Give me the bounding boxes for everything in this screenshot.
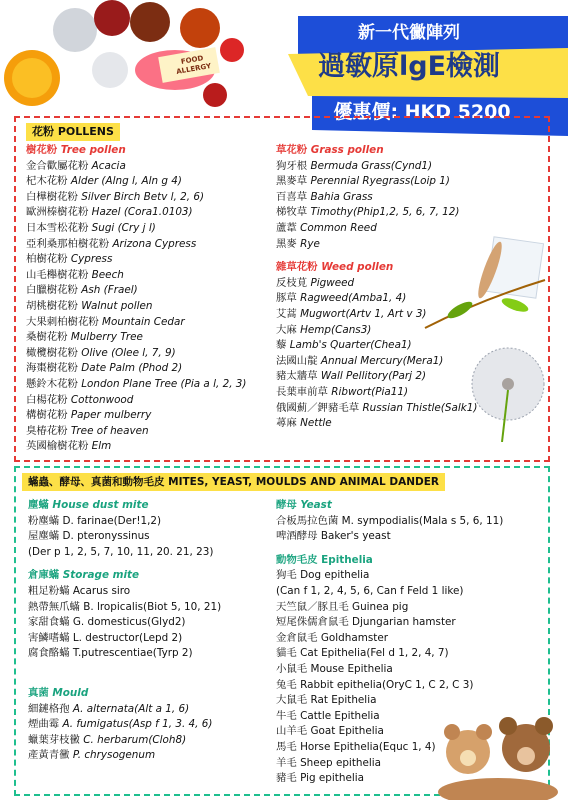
tree-pollen-item: 臭椿花粉 Tree of heaven: [26, 424, 149, 437]
epithelia-item: 豬毛 Pig epithelia: [276, 772, 364, 785]
epithelia-item: (Can f 1, 2, 4, 5, 6, Can f Feld 1 like): [276, 584, 464, 597]
storage-mite-item: 熱帶無爪蟎 B. lropicalis(Biot 5, 10, 21): [28, 600, 222, 613]
mould-item: 煙曲霉 A. fumigatus(Asp f 1, 3. 4, 6): [28, 718, 213, 731]
tree-pollen-item: 白樺樹花粉 Silver Birch Betv l, 2, 6): [26, 190, 205, 203]
teddy-bears-illustration: [438, 712, 568, 800]
tree-pollen-item: 懸鈴木花粉 London Plane Tree (Pia a l, 2, 3): [26, 377, 247, 390]
epithelia-item: 羊毛 Sheep epithelia: [276, 756, 382, 769]
weed-pollen-item: 反枝莧 Pigweed: [276, 276, 355, 289]
grass-pollen-item: 黑麥 Rye: [276, 237, 320, 250]
epithelia-item: 金倉鼠毛 Goldhamster: [276, 631, 388, 644]
storage-mite-item: 家甜食蟎 G. domesticus(Glyd2): [28, 616, 186, 629]
dust-mite-item: 粉塵蟎 D. farinae(Der!1,2): [28, 514, 162, 527]
yeast-heading: 酵母 Yeast: [276, 499, 332, 511]
grass-pollen-item: 蘆葦 Common Reed: [276, 221, 377, 234]
grass-pollen-heading: 草花粉 Grass pollen: [276, 144, 384, 156]
weed-pollen-item: 長葉車前草 Ribwort(Pia11): [276, 385, 409, 398]
header-subtitle: 新一代黴陣列: [358, 23, 460, 43]
tree-pollen-item: 桑樹花粉 Mulberry Tree: [26, 331, 143, 344]
weed-pollen-item: 豬太牆草 Wall Pellitory(Parj 2): [276, 370, 427, 383]
yeast-item: 啤酒酵母 Baker's yeast: [276, 530, 391, 543]
plant-illustration: [420, 210, 550, 340]
epithelia-item: 天竺鼠／豚且毛 Guinea pig: [276, 600, 409, 613]
storage-mite-item: 粗足粉蟎 Acarus siro: [28, 584, 131, 597]
dust-mite-item: 屋塵蟎 D. pteronyssinus: [28, 530, 150, 543]
tree-pollen-item: 山毛櫸樹花粉 Beech: [26, 268, 124, 281]
epithelia-item: 貓毛 Cat Epithelia(Fel d 1, 2, 4, 7): [276, 647, 449, 660]
mould-item: 細鏈格孢 A. alternata(Alt a 1, 6): [28, 702, 190, 715]
tree-pollen-item: 構樹花粉 Paper mulberry: [26, 409, 152, 422]
weed-pollen-heading: 雜草花粉 Weed pollen: [276, 261, 394, 274]
weed-pollen-item: 艾蒿 Mugwort(Artv 1, Art v 3): [276, 307, 427, 320]
weed-pollen-item: 大麻 Hemp(Cans3): [276, 323, 372, 336]
tree-pollen-item: 大果刺柏樹花粉 Mountain Cedar: [26, 315, 185, 328]
epithelia-item: 牛毛 Cattle Epithelia: [276, 709, 380, 722]
mould-item: 蠟葉芽枝黴 C. herbarum(Cloh8): [28, 733, 187, 746]
tree-pollen-item: 橄欖樹花粉 Olive (Olee l, 7, 9): [26, 346, 176, 359]
food-allergy-sign: FOOD ALLERGY: [175, 54, 212, 76]
grass-pollen-item: 狗牙根 Bermuda Grass(Cynd1): [276, 159, 433, 172]
epithelia-item: 大鼠毛 Rat Epithelia: [276, 694, 377, 707]
storage-mite-item: 腐食酪蟎 T.putrescentiae(Tyrp 2): [28, 647, 193, 660]
tree-pollen-heading: 樹花粉 Tree pollen: [26, 144, 126, 156]
epithelia-item: 山羊毛 Goat Epithelia: [276, 725, 384, 738]
weed-pollen-item: 豚草 Ragweed(Amba1, 4): [276, 292, 407, 305]
mould-heading: 真菌 Mould: [28, 686, 89, 699]
pollens-heading: 花粉 POLLENS: [26, 123, 120, 141]
tree-pollen-item: 金合歡屬花粉 Acacia: [26, 159, 126, 172]
weed-pollen-item: 蕁麻 Nettle: [276, 417, 332, 430]
weed-pollen-item: 法國山靛 Annual Mercury(Mera1): [276, 354, 444, 367]
yeast-item: 合板馬拉色菌 M. sympodialis(Mala s 5, 6, 11): [276, 514, 504, 527]
header-title: 過敏原lgE檢測: [317, 51, 501, 82]
dust-mite-item: (Der p 1, 2, 5, 7, 10, 11, 20. 21, 23): [28, 545, 214, 558]
tree-pollen-item: 杞木花粉 Alder (Alng l, Aln g 4): [26, 175, 182, 188]
epithelia-item: 兔毛 Rabbit epithelia(OryC 1, C 2, C 3): [276, 678, 474, 691]
tree-pollen-item: 胡桃樹花粉 Walnut pollen: [26, 299, 153, 312]
epithelia-item: 馬毛 Horse Epithelia(Equc 1, 4): [276, 740, 436, 753]
epithelia-item: 狗毛 Dog epithelia: [276, 569, 370, 582]
mites-left-column: [28, 498, 221, 764]
tree-pollen-item: 歐洲榛樹花粉 Hazel (Cora1.0103): [26, 206, 193, 219]
grass-pollen-item: 梯牧草 Timothy(Phip1,2, 5, 6, 7, 12): [276, 206, 460, 219]
tree-pollen-item: 英國榆樹花粉 Elm: [26, 440, 112, 453]
tree-pollen-item: 白楊花粉 Cottonwood: [26, 393, 134, 406]
tree-pollen-item: 亞利桑那柏樹花粉 Arizona Cypress: [26, 237, 197, 250]
price-label: 優惠價: HKD 5200: [333, 101, 511, 123]
grass-pollen-item: 黑麥草 Perennial Ryegrass(Loip 1): [276, 175, 450, 188]
epithelia-heading: 動物毛皮 Epithelia: [276, 553, 373, 566]
mould-item: 產黃青黴 P. chrysogenum: [28, 749, 156, 762]
epithelia-item: 短尾侏儒倉鼠毛 Djungarian hamster: [276, 616, 456, 629]
storage-mite-heading: 倉庫蟎 Storage mite: [28, 569, 140, 582]
tree-pollen-item: 柏樹花粉 Cypress: [26, 253, 113, 266]
dust-mite-heading: 塵蟎 House dust mite: [28, 499, 149, 511]
tree-pollen-column: [26, 143, 246, 455]
tree-pollen-item: 海棗樹花粉 Date Palm (Phod 2): [26, 362, 183, 375]
weed-pollen-item: 藜 Lamb's Quarter(Chea1): [276, 339, 412, 352]
storage-mite-item: 害鱗嗜蟎 L. destructor(Lepd 2): [28, 631, 183, 644]
weed-pollen-item: 俄國薊／鉀豬毛草 Russian Thistle(Salk1): [276, 401, 478, 414]
epithelia-item: 小鼠毛 Mouse Epithelia: [276, 662, 393, 675]
mites-heading: 蟎蟲、酵母、真菌和動物毛皮 MITES, YEAST, MOULDS AND ANIMAL DANDER: [22, 473, 445, 491]
tree-pollen-item: 白臘樹花粉 Ash (Frael): [26, 284, 138, 297]
tree-pollen-item: 日本雪松花粉 Sugi (Cry j l): [26, 221, 156, 234]
grass-pollen-item: 百喜草 Bahia Grass: [276, 190, 373, 203]
dandelion-illustration: [460, 342, 550, 442]
